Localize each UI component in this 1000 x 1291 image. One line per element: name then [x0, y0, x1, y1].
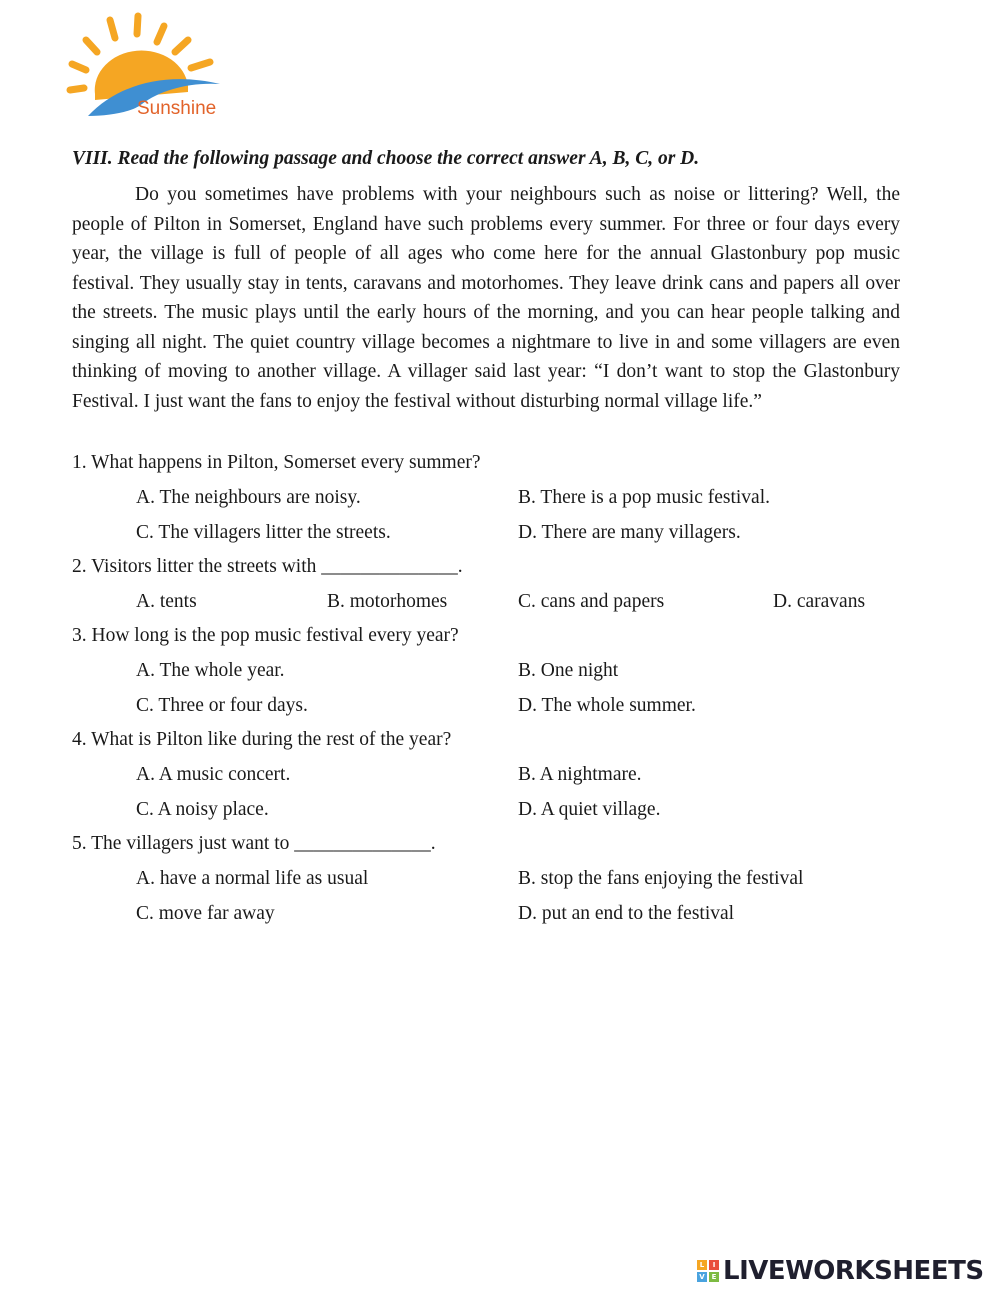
q4-option-b[interactable]: B. A nightmare.	[518, 764, 642, 785]
q4-option-d[interactable]: D. A quiet village.	[518, 799, 661, 820]
q3-option-a[interactable]: A. The whole year.	[136, 660, 285, 681]
q2-option-a[interactable]: A. tents	[136, 591, 197, 612]
q1-option-c[interactable]: C. The villagers litter the streets.	[136, 522, 391, 543]
q5-option-b[interactable]: B. stop the fans enjoying the festival	[518, 868, 804, 889]
question-4: 4. What is Pilton like during the rest of the year?	[72, 729, 452, 750]
question-3: 3. How long is the pop music festival every year?	[72, 625, 459, 646]
q5-option-c[interactable]: C. move far away	[136, 903, 275, 924]
q2-option-c[interactable]: C. cans and papers	[518, 591, 665, 612]
q5-option-d[interactable]: D. put an end to the festival	[518, 903, 735, 924]
brand-name: LIVEWORKSHEETS	[723, 1256, 984, 1286]
question-5: 5. The villagers just want to ______________.	[72, 833, 436, 854]
q3-option-c[interactable]: C. Three or four days.	[136, 695, 308, 716]
badge-letter: I	[709, 1260, 719, 1270]
question-2: 2. Visitors litter the streets with ______________.	[72, 556, 463, 577]
liveworksheets-badge-icon	[697, 1260, 719, 1282]
q1-option-a[interactable]: A. The neighbours are noisy.	[136, 487, 361, 508]
badge-letter: V	[697, 1272, 707, 1282]
q1-option-d[interactable]: D. There are many villagers.	[518, 522, 741, 543]
badge-letter: L	[697, 1260, 707, 1270]
reading-passage: Do you sometimes have problems with your neighbours such as noise or littering? Well, the people of Pilton in Somerset, England have such problems every summer. For three or four days every year, the village is full of people of all ages who come here for the annual Glastonbury pop music festival. They usually stay in tents, caravans and motorhomes. They leave drink cans and papers all over the streets. The music plays until the early hours of the morning, and you can hear people talking and singing all night. The quiet country village becomes a nightmare to live in and some villagers are even thinking of moving to another village. A villager said last year: “I don’t want to stop the Glastonbury Festival. I just want the fans to enjoy the festival without disturbing normal village life.”	[72, 184, 900, 412]
logo-text: Sunshine	[137, 98, 217, 119]
q3-option-b[interactable]: B. One night	[518, 660, 619, 681]
q2-option-d[interactable]: D. caravans	[773, 591, 866, 612]
q1-option-b[interactable]: B. There is a pop music festival.	[518, 487, 771, 508]
q2-option-b[interactable]: B. motorhomes	[327, 591, 448, 612]
badge-letter: E	[709, 1272, 719, 1282]
q5-option-a[interactable]: A. have a normal life as usual	[136, 868, 369, 889]
question-1: 1. What happens in Pilton, Somerset every summer?	[72, 452, 481, 473]
liveworksheets-footer	[697, 1254, 997, 1288]
q4-option-a[interactable]: A. A music concert.	[136, 764, 291, 785]
q3-option-d[interactable]: D. The whole summer.	[518, 695, 696, 716]
section-heading: VIII. Read the following passage and choose the correct answer A, B, C, or D.	[72, 148, 700, 169]
q4-option-c[interactable]: C. A noisy place.	[136, 799, 269, 820]
